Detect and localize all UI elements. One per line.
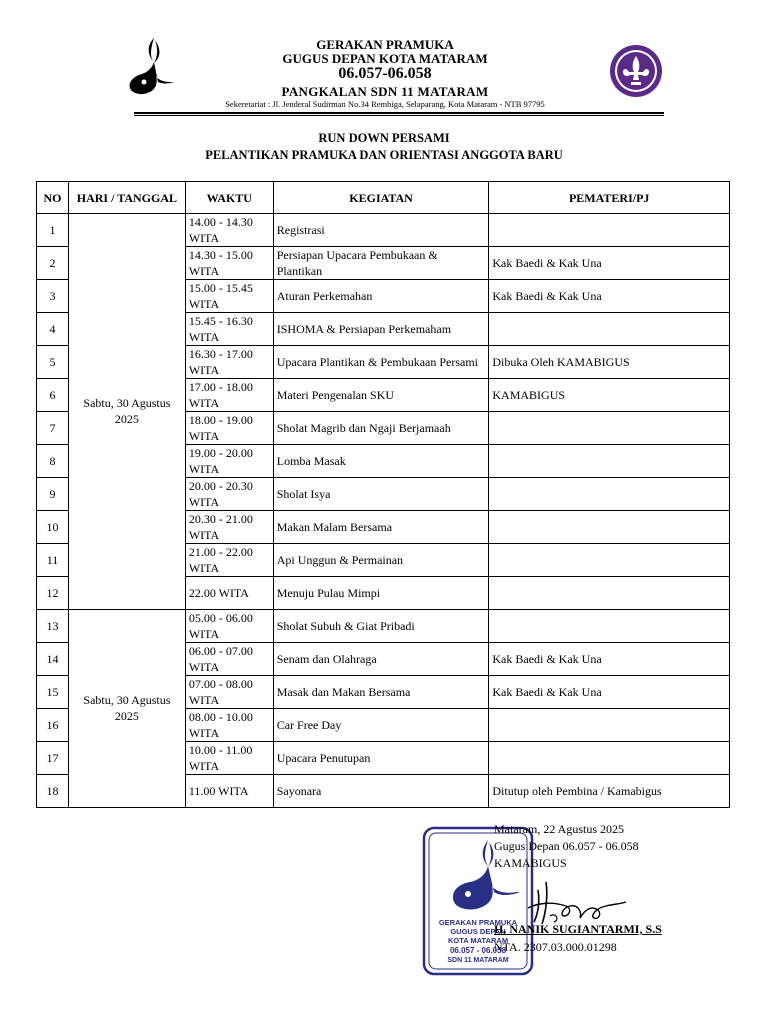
header-hari-tanggal: HARI / TANGGAL — [68, 182, 185, 214]
presenter-cell — [489, 577, 730, 610]
presenter-cell: Ditutup oleh Pembina / Kamabigus — [489, 774, 730, 807]
time-cell: 15.00 - 15.45 WITA — [185, 280, 273, 313]
row-number: 1 — [37, 214, 69, 247]
presenter-cell: Kak Baedi & Kak Una — [489, 642, 730, 675]
header-no: NO — [37, 182, 69, 214]
row-number: 14 — [37, 642, 69, 675]
day-date-cell: Sabtu, 30 Agustus 2025 — [68, 214, 185, 610]
time-cell: 10.00 - 11.00 WITA — [185, 741, 273, 774]
activity-cell: Materi Pengenalan SKU — [273, 379, 489, 412]
presenter-cell — [489, 708, 730, 741]
row-number: 8 — [37, 445, 69, 478]
activity-cell: Api Unggun & Permainan — [273, 544, 489, 577]
time-cell: 14.30 - 15.00 WITA — [185, 247, 273, 280]
table-header-row — [37, 182, 730, 214]
row-number: 15 — [37, 675, 69, 708]
rundown-table — [36, 181, 730, 808]
time-cell: 05.00 - 06.00 WITA — [185, 609, 273, 642]
presenter-cell — [489, 313, 730, 346]
header-kegiatan: KEGIATAN — [273, 182, 489, 214]
activity-cell: Upacara Plantikan & Pembukaan Persami — [273, 346, 489, 379]
row-number: 12 — [37, 577, 69, 610]
letterhead — [0, 0, 768, 120]
activity-cell: Registrasi — [273, 214, 489, 247]
time-cell: 17.00 - 18.00 WITA — [185, 379, 273, 412]
row-number: 17 — [37, 741, 69, 774]
time-cell: 08.00 - 10.00 WITA — [185, 708, 273, 741]
time-cell: 15.45 - 16.30 WITA — [185, 313, 273, 346]
activity-cell: Upacara Penutupan — [273, 741, 489, 774]
presenter-cell — [489, 511, 730, 544]
time-cell: 11.00 WITA — [185, 774, 273, 807]
time-cell: 18.00 - 19.00 WITA — [185, 412, 273, 445]
activity-cell: Senam dan Olahraga — [273, 642, 489, 675]
row-number: 3 — [37, 280, 69, 313]
row-number: 9 — [37, 478, 69, 511]
time-cell: 19.00 - 20.00 WITA — [185, 445, 273, 478]
day-date-cell: Sabtu, 30 Agustus 2025 — [68, 609, 185, 807]
time-cell: 07.00 - 08.00 WITA — [185, 675, 273, 708]
header-rule-thin — [134, 115, 664, 116]
org-base: PANGKALAN SDN 11 MATARAM — [281, 84, 489, 99]
activity-cell: Sayonara — [273, 774, 489, 807]
row-number: 6 — [37, 379, 69, 412]
row-number: 4 — [37, 313, 69, 346]
presenter-cell — [489, 609, 730, 642]
presenter-cell — [489, 544, 730, 577]
activity-cell: Aturan Perkemahan — [273, 280, 489, 313]
stamp-line2: GUGUS DEPAN — [450, 927, 506, 936]
signature-place-date: Mataram, 22 Agustus 2025 — [494, 822, 624, 836]
activity-cell: Makan Malam Bersama — [273, 511, 489, 544]
activity-cell: Lomba Masak — [273, 445, 489, 478]
time-cell: 14.00 - 14.30 WITA — [185, 214, 273, 247]
presenter-cell — [489, 478, 730, 511]
stamp-line5: SDN 11 MATARAM — [447, 957, 509, 964]
signature-unit: Gugus Depan 06.057 - 06.058 — [494, 839, 639, 853]
tunas-kelapa-logo — [124, 36, 176, 98]
signature-role: KAMABIGUS — [494, 856, 567, 870]
row-number: 16 — [37, 708, 69, 741]
stamp-line4: 06.057 - 06.058 — [449, 946, 507, 955]
row-number: 2 — [37, 247, 69, 280]
activity-cell: Menuju Pulau Mimpi — [273, 577, 489, 610]
time-cell: 16.30 - 17.00 WITA — [185, 346, 273, 379]
secretariat-address: Sekeretariat : Jl. Jenderal Sudirman No.34 Rembiga, Selaparang, Kota Mataram - NTB 97795 — [225, 99, 545, 109]
org-name-line2: GUGUS DEPAN KOTA MATARAM — [282, 51, 488, 66]
activity-cell: Sholat Subuh & Giat Pribadi — [273, 609, 489, 642]
world-scout-emblem — [609, 44, 663, 98]
time-cell: 22.00 WITA — [185, 577, 273, 610]
time-cell: 06.00 - 07.00 WITA — [185, 642, 273, 675]
activity-cell: ISHOMA & Persiapan Perkemaham — [273, 313, 489, 346]
table-body — [37, 214, 730, 808]
table-row — [37, 214, 730, 247]
header-rule-thick — [134, 112, 664, 114]
presenter-cell — [489, 445, 730, 478]
org-code: 06.057-06.058 — [338, 65, 432, 82]
table-row — [37, 609, 730, 642]
time-cell: 20.30 - 21.00 WITA — [185, 511, 273, 544]
header-waktu: WAKTU — [185, 182, 273, 214]
document-subtitle: PELANTIKAN PRAMUKA DAN ORIENTASI ANGGOTA BARU — [205, 148, 563, 162]
time-cell: 21.00 - 22.00 WITA — [185, 544, 273, 577]
document-title: RUN DOWN PERSAMI — [318, 131, 450, 145]
presenter-cell — [489, 412, 730, 445]
stamp-line1: GERAKAN PRAMUKA — [438, 918, 518, 927]
presenter-cell: Dibuka Oleh KAMABIGUS — [489, 346, 730, 379]
activity-cell: Masak dan Makan Bersama — [273, 675, 489, 708]
row-number: 11 — [37, 544, 69, 577]
presenter-cell: KAMABIGUS — [489, 379, 730, 412]
activity-cell: Car Free Day — [273, 708, 489, 741]
row-number: 10 — [37, 511, 69, 544]
row-number: 13 — [37, 609, 69, 642]
stamp-line3: KOTA MATARAM — [447, 936, 509, 945]
row-number: 7 — [37, 412, 69, 445]
presenter-cell: Kak Baedi & Kak Una — [489, 675, 730, 708]
activity-cell: Sholat Isya — [273, 478, 489, 511]
signatory-nta: NTA. 2307.03.000.01298 — [494, 940, 617, 954]
row-number: 18 — [37, 774, 69, 807]
presenter-cell — [489, 214, 730, 247]
presenter-cell: Kak Baedi & Kak Una — [489, 247, 730, 280]
row-number: 5 — [37, 346, 69, 379]
org-name-line1: GERAKAN PRAMUKA — [316, 37, 454, 52]
presenter-cell — [489, 741, 730, 774]
activity-cell: Sholat Magrib dan Ngaji Berjamaah — [273, 412, 489, 445]
presenter-cell: Kak Baedi & Kak Una — [489, 280, 730, 313]
activity-cell: Persiapan Upacara Pembukaan & Plantikan — [273, 247, 489, 280]
signatory-name: H. NANIK SUGIANTARMI, S.S — [494, 922, 662, 936]
time-cell: 20.00 - 20.30 WITA — [185, 478, 273, 511]
header-pemateri: PEMATERI/PJ — [489, 182, 730, 214]
